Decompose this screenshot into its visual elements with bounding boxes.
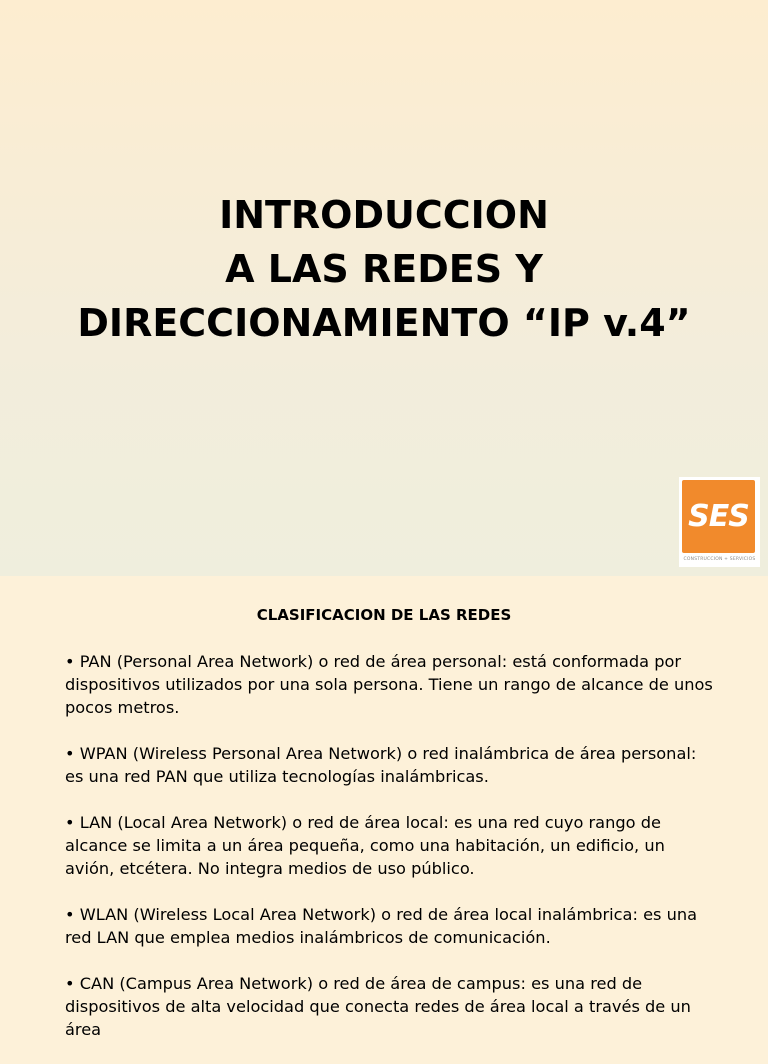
list-item-can: • CAN (Campus Area Network) o red de área de campus: es una red de dispositivos de alta velocidad que conecta redes de área local a través de un área bbox=[65, 974, 691, 1039]
title-line-1: INTRODUCCION bbox=[219, 193, 549, 237]
content-slide bbox=[0, 576, 768, 1039]
list-item-wlan: • WLAN (Wireless Local Area Network) o red de área local inalámbrica: es una red LAN que emplea medios inalámbricos de comunicación. bbox=[65, 905, 698, 947]
logo-mark bbox=[682, 480, 755, 553]
list-item-pan: • PAN (Personal Area Network) o red de área personal: está conformada por dispositivos utilizados por una sola persona. Tiene un rango de alcance de unos pocos metros. bbox=[65, 652, 713, 717]
slide-title bbox=[0, 188, 768, 350]
title-line-3: DIRECCIONAMIENTO “IP v.4” bbox=[77, 301, 691, 345]
section-heading: CLASIFICACION DE LAS REDES bbox=[256, 606, 512, 624]
list-item-lan: • LAN (Local Area Network) o red de área local: es una red cuyo rango de alcance se limita a un área pequeña, como una habitación, un edificio, un avión, etcétera. No integra medios de uso público. bbox=[65, 813, 665, 878]
network-types-list bbox=[65, 650, 715, 1064]
logo-subtext: CONSTRUCCION + SERVICIOS bbox=[683, 557, 756, 562]
list-item-wpan: • WPAN (Wireless Personal Area Network) o red inalámbrica de área personal: es una red PAN que utiliza tecnologías inalámbricas. bbox=[65, 744, 697, 786]
title-line-2: A LAS REDES Y bbox=[225, 247, 543, 291]
ses-logo bbox=[679, 477, 760, 567]
logo-text: SES bbox=[688, 499, 749, 534]
